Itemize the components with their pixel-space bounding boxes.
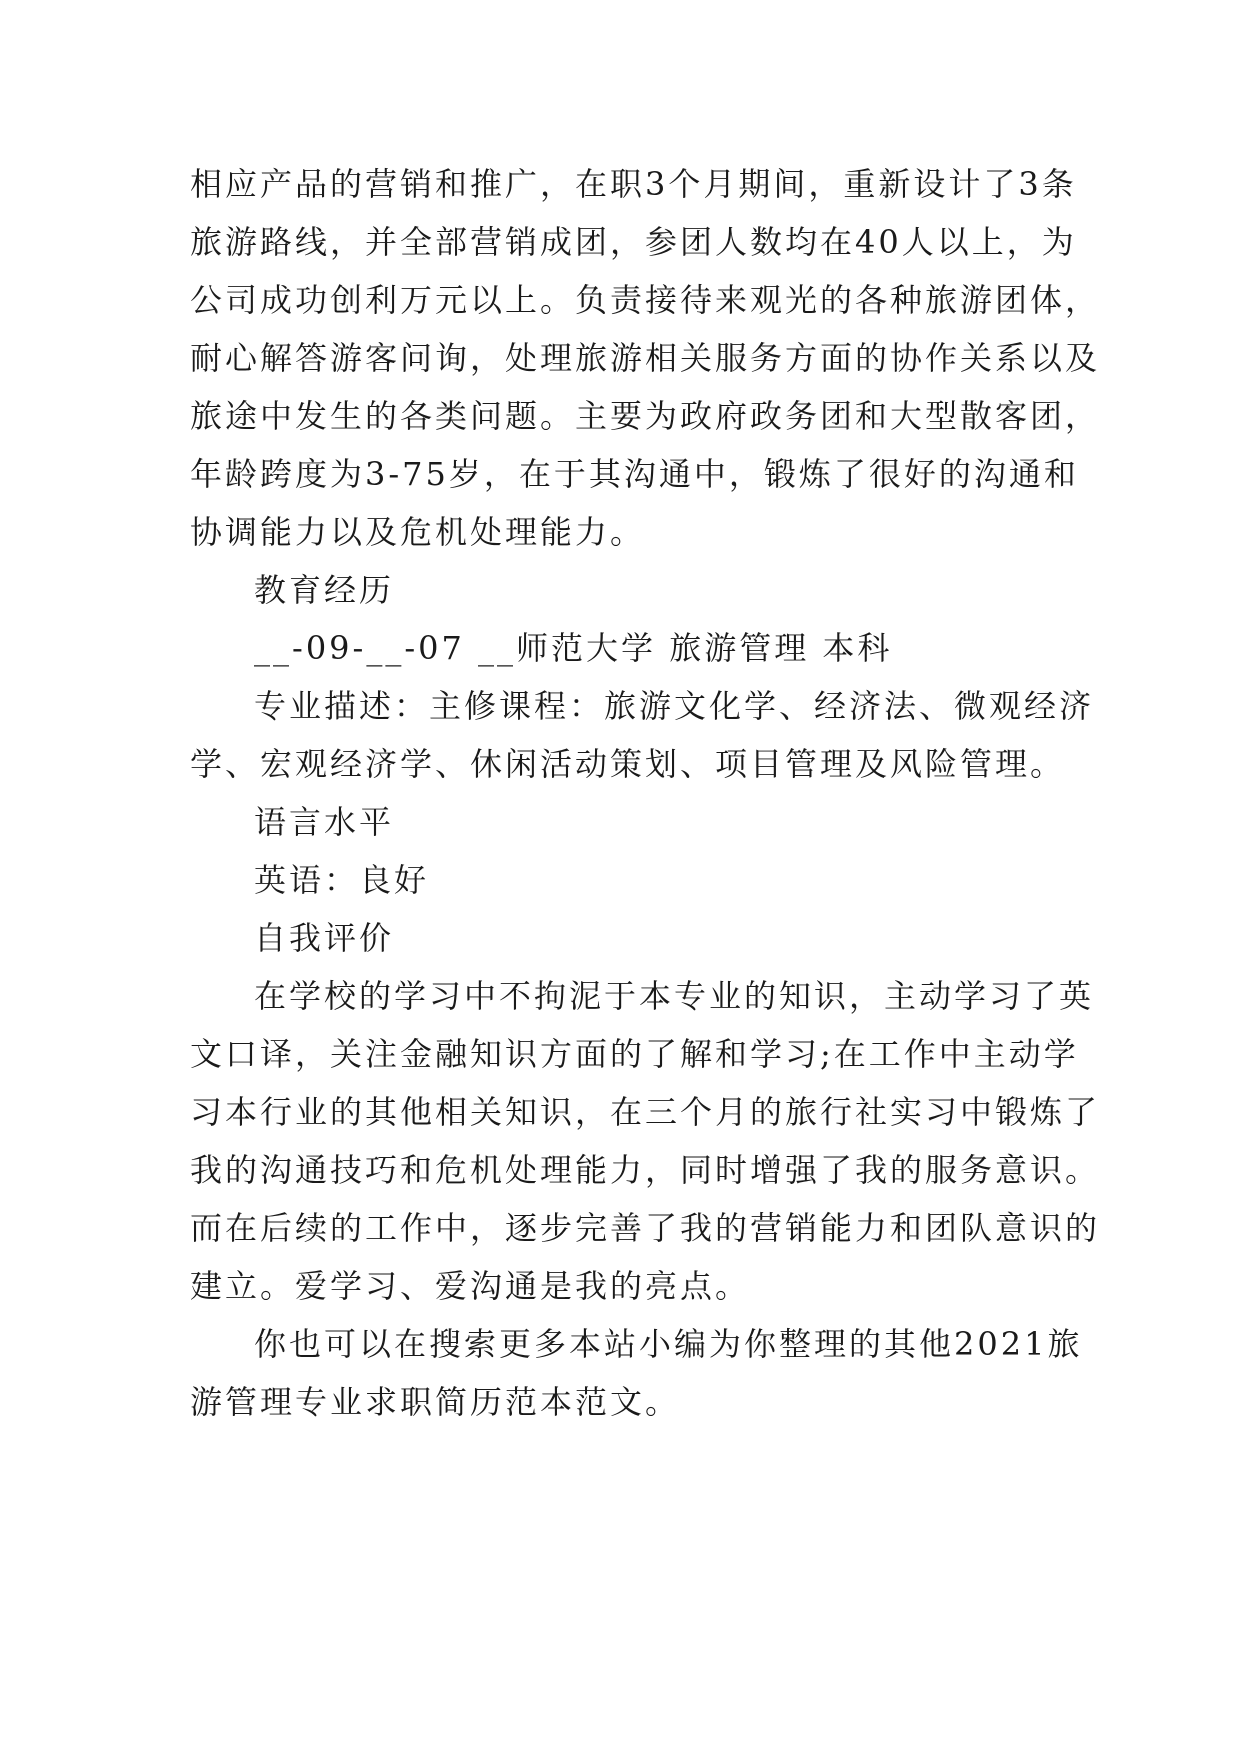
text-line: 年龄跨度为3-75岁，在于其沟通中，锻炼了很好的沟通和 bbox=[190, 455, 1079, 493]
self-evaluation-line: 在学校的学习中不拘泥于本专业的知识，主动学习了英 bbox=[254, 977, 1095, 1015]
section-heading-language: 语言水平 bbox=[254, 803, 395, 841]
self-evaluation-line: 建立。爱学习、爱沟通是我的亮点。 bbox=[190, 1267, 751, 1305]
document-body bbox=[190, 155, 1101, 1431]
language-entry: 英语：良好 bbox=[254, 861, 430, 899]
self-evaluation-line: 习本行业的其他相关知识，在三个月的旅行社实习中锻炼了 bbox=[190, 1093, 1101, 1131]
text-line: 耐心解答游客问询，处理旅游相关服务方面的协作关系以及 bbox=[190, 339, 1101, 377]
self-evaluation-line: 而在后续的工作中，逐步完善了我的营销能力和团队意识的 bbox=[190, 1209, 1101, 1247]
text-line: 协调能力以及危机处理能力。 bbox=[190, 513, 646, 551]
section-heading-education: 教育经历 bbox=[254, 571, 395, 609]
text-line: 旅途中发生的各类问题。主要为政府政务团和大型散客团， bbox=[190, 397, 1101, 435]
education-entry: __-09-__-07 __师范大学 旅游管理 本科 bbox=[254, 629, 893, 667]
text-line: 相应产品的营销和推广，在职3个月期间，重新设计了3条 bbox=[190, 165, 1077, 203]
self-evaluation-line: 文口译，关注金融知识方面的了解和学习;在工作中主动学 bbox=[190, 1035, 1079, 1073]
closing-line: 你也可以在搜索更多本站小编为你整理的其他2021旅 bbox=[254, 1325, 1083, 1363]
self-evaluation-line: 我的沟通技巧和危机处理能力，同时增强了我的服务意识。 bbox=[190, 1151, 1101, 1189]
major-description-line: 学、宏观经济学、休闲活动策划、项目管理及风险管理。 bbox=[190, 745, 1066, 783]
text-line: 旅游路线，并全部营销成团，参团人数均在40人以上，为 bbox=[190, 223, 1077, 261]
major-description-line: 专业描述：主修课程：旅游文化学、经济法、微观经济 bbox=[254, 687, 1095, 725]
text-line: 公司成功创利万元以上。负责接待来观光的各种旅游团体， bbox=[190, 281, 1101, 319]
section-heading-self-evaluation: 自我评价 bbox=[254, 919, 395, 957]
closing-line: 游管理专业求职简历范本范文。 bbox=[190, 1383, 681, 1421]
